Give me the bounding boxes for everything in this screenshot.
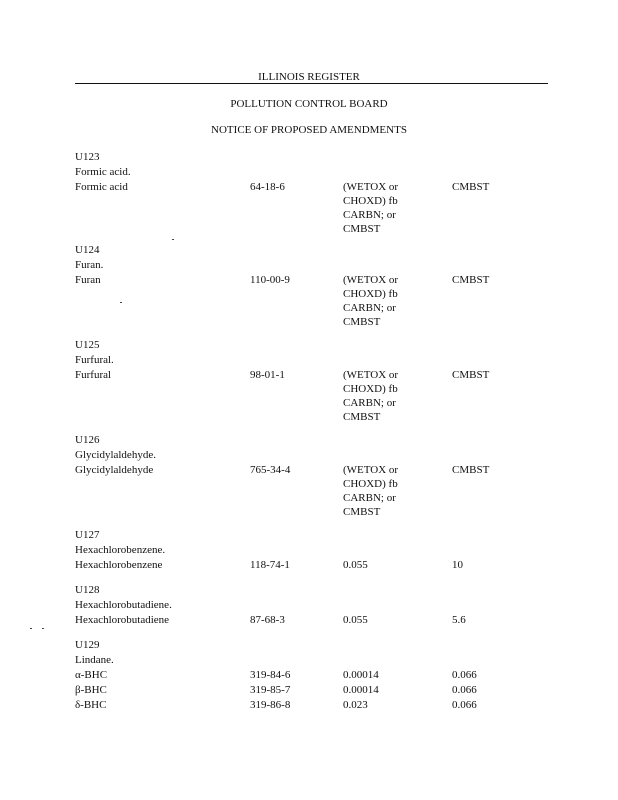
wastewater-standard: 0.055 bbox=[343, 614, 368, 626]
constituent-name: Hexachlorobutadiene bbox=[75, 614, 170, 626]
wastewater-standard: 0.023 bbox=[343, 699, 368, 711]
cas-number: 64-18-6 bbox=[250, 181, 285, 193]
nonwastewater-standard: CMBST bbox=[452, 181, 490, 193]
constituent-name: Furfural bbox=[75, 369, 112, 381]
register-title: ILLINOIS REGISTER bbox=[258, 71, 360, 83]
wastewater-standard: 0.055 bbox=[343, 559, 368, 571]
waste-code: U125 bbox=[75, 339, 100, 351]
constituent-row bbox=[75, 180, 555, 235]
waste-entry bbox=[75, 150, 555, 235]
wastewater-standard: (WETOX or CHOXD) fb CARBN; or CMBST bbox=[343, 369, 399, 423]
constituent-row bbox=[75, 463, 555, 518]
waste-code: U127 bbox=[75, 529, 100, 541]
cas-number: 319-86-8 bbox=[250, 699, 291, 711]
nonwastewater-standard: CMBST bbox=[452, 274, 490, 286]
waste-entry bbox=[75, 528, 555, 573]
waste-code: U124 bbox=[75, 244, 100, 256]
constituent-row bbox=[75, 613, 555, 628]
header-rule bbox=[75, 83, 548, 84]
common-name: Furan. bbox=[75, 259, 104, 271]
constituent-row bbox=[75, 668, 555, 683]
wastewater-standard: 0.00014 bbox=[343, 669, 379, 681]
waste-entry bbox=[75, 243, 555, 328]
cas-number: 110-00-9 bbox=[250, 274, 290, 286]
scan-speck bbox=[120, 302, 122, 303]
constituent-name: δ-BHC bbox=[75, 699, 107, 711]
waste-code: U128 bbox=[75, 584, 100, 596]
cas-number: 87-68-3 bbox=[250, 614, 285, 626]
constituent-row bbox=[75, 273, 555, 328]
waste-code: U123 bbox=[75, 151, 100, 163]
common-name: Furfural. bbox=[75, 354, 114, 366]
nonwastewater-standard: 0.066 bbox=[452, 684, 477, 696]
wastewater-standard: 0.00014 bbox=[343, 684, 379, 696]
constituent-name: Hexachlorobenzene bbox=[75, 559, 163, 571]
cas-number: 319-85-7 bbox=[250, 684, 291, 696]
nonwastewater-standard: 0.066 bbox=[452, 669, 477, 681]
constituent-row bbox=[75, 558, 555, 573]
nonwastewater-standard: 0.066 bbox=[452, 699, 477, 711]
waste-entry bbox=[75, 583, 555, 628]
constituent-name: Furan bbox=[75, 274, 101, 286]
scan-speck bbox=[42, 628, 44, 629]
common-name: Glycidylaldehyde. bbox=[75, 449, 156, 461]
waste-code: U129 bbox=[75, 639, 100, 651]
wastewater-standard: (WETOX or CHOXD) fb CARBN; or CMBST bbox=[343, 274, 399, 328]
constituent-row bbox=[75, 368, 555, 423]
cas-number: 98-01-1 bbox=[250, 369, 285, 381]
common-name: Formic acid. bbox=[75, 166, 131, 178]
common-name: Lindane. bbox=[75, 654, 114, 666]
common-name: Hexachlorobenzene. bbox=[75, 544, 166, 556]
constituent-name: Formic acid bbox=[75, 181, 128, 193]
cas-number: 765-34-4 bbox=[250, 464, 291, 476]
waste-entry bbox=[75, 638, 555, 713]
wastewater-standard: (WETOX or CHOXD) fb CARBN; or CMBST bbox=[343, 464, 399, 518]
scan-speck bbox=[30, 628, 32, 629]
wastewater-standard: (WETOX or CHOXD) fb CARBN; or CMBST bbox=[343, 181, 399, 235]
waste-entry bbox=[75, 433, 555, 518]
nonwastewater-standard: CMBST bbox=[452, 464, 490, 476]
common-name: Hexachlorobutadiene. bbox=[75, 599, 172, 611]
constituent-row bbox=[75, 683, 555, 698]
constituent-row bbox=[75, 698, 555, 713]
nonwastewater-standard: 5.6 bbox=[452, 614, 466, 626]
constituent-name: β-BHC bbox=[75, 684, 107, 696]
constituent-name: Glycidylaldehyde bbox=[75, 464, 154, 476]
cas-number: 319-84-6 bbox=[250, 669, 291, 681]
waste-code: U126 bbox=[75, 434, 100, 446]
waste-entry bbox=[75, 338, 555, 423]
nonwastewater-standard: CMBST bbox=[452, 369, 490, 381]
cas-number: 118-74-1 bbox=[250, 559, 290, 571]
nonwastewater-standard: 10 bbox=[452, 559, 463, 571]
scan-speck bbox=[172, 239, 174, 240]
board-title: POLLUTION CONTROL BOARD bbox=[230, 98, 388, 110]
constituent-name: α-BHC bbox=[75, 669, 108, 681]
notice-title: NOTICE OF PROPOSED AMENDMENTS bbox=[211, 124, 407, 136]
